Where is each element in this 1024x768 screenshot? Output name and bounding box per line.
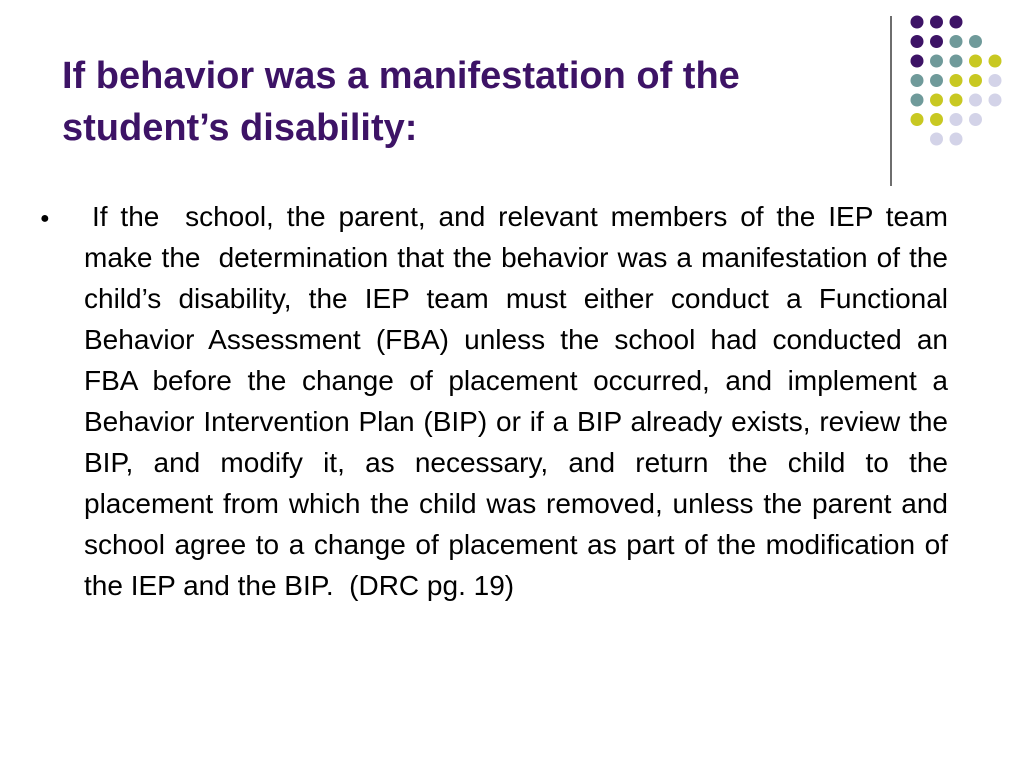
decorative-dot [950,113,963,126]
decorative-dot [930,113,943,126]
slide-body [38,196,964,606]
decorative-dot [950,94,963,107]
decorative-dot [969,113,982,126]
decorative-dot [969,94,982,107]
decorative-dot [989,94,1002,107]
decorative-dot [930,74,943,87]
slide-title: If behavior was a manifestation of the student’s disability: [62,55,740,149]
decorative-dot [930,133,943,146]
decorative-dot [911,94,924,107]
bullet-dot-icon: ● [40,210,50,227]
decorative-dot [950,55,963,68]
decorative-dot [911,55,924,68]
decorative-dot [969,35,982,48]
decorative-dot [930,94,943,107]
decorative-dot [969,55,982,68]
bullet-item [38,196,964,606]
decorative-dot [969,74,982,87]
decorative-dot [950,74,963,87]
decorative-dot [911,74,924,87]
decorative-dot [989,74,1002,87]
decorative-dot [911,113,924,126]
decorative-dot [950,133,963,146]
decorative-dot [930,16,943,29]
decorative-dot [950,16,963,29]
decorative-dot-grid [0,0,1024,200]
decorative-dot [930,55,943,68]
bullet-text: If the school, the parent, and relevant members of the IEP team make the determination that the behavior was a manifestation of the child’s disability, the IEP team must either conduct a Functional Behavior Assessment (FBA) unless the school had conducted an FBA before the change of placement occurred, and implement a Behavior Intervention Plan (BIP) or if a BIP already exists, review the BIP, and modify it, as necessary, and return the child to the placement from which the child was removed, unless the parent and school agree to a change of placement as part of the modification of the IEP and the BIP. (DRC pg. 19) [84,201,964,601]
decorative-dot [930,35,943,48]
decorative-dot [911,16,924,29]
decorative-dot [950,35,963,48]
decorative-dot [989,55,1002,68]
decorative-dot [911,35,924,48]
